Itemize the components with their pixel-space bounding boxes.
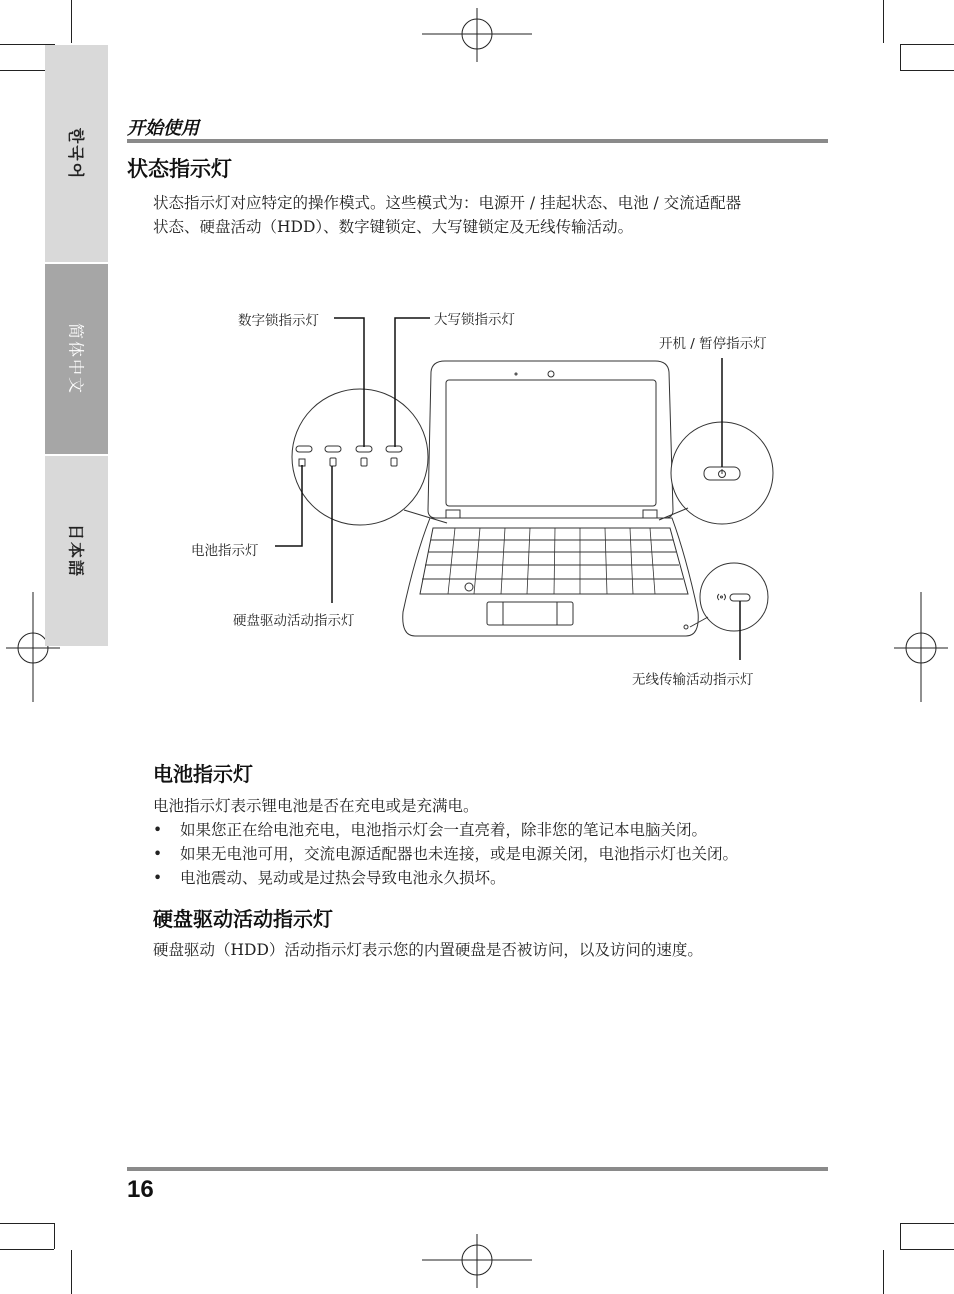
footer-rule: [127, 1167, 828, 1171]
page-number: 16: [127, 1176, 154, 1203]
tab-japanese-label: 日本語: [66, 523, 85, 579]
callout-hdd: 硬盘驱动活动指示灯: [233, 613, 355, 629]
status-intro-line1: 状态指示灯对应特定的操作模式。这些模式为：电源开 / 挂起状态、电池 / 交流适配器: [153, 194, 742, 212]
list-item: • 如果无电池可用，交流电源适配器也未连接，或是电源关闭，电池指示灯也关闭。: [153, 842, 738, 866]
status-heading: 状态指示灯: [127, 157, 232, 181]
hdd-text: 硬盘驱动（HDD）活动指示灯表示您的内置硬盘是否被访问，以及访问的速度。: [153, 941, 703, 959]
callout-wireless: 无线传输活动指示灯: [632, 672, 754, 688]
hdd-heading: 硬盘驱动活动指示灯: [153, 907, 333, 931]
battery-bullet-list: [153, 818, 738, 890]
callout-capslock: 大写锁指示灯: [434, 312, 515, 328]
tab-simplified-chinese-label: 简体中文: [66, 322, 85, 396]
registration-mark-bottom: [422, 1234, 532, 1288]
list-item: • 如果您正在给电池充电，电池指示灯会一直亮着，除非您的笔记本电脑关闭。: [153, 818, 738, 842]
status-intro-line2: 状态、硬盘活动（HDD）、数字键锁定、大写键锁定及无线传输活动。: [153, 218, 634, 236]
callout-power: 开机 / 暂停指示灯: [659, 336, 767, 352]
section-header: 开始使用: [127, 118, 199, 139]
tab-korean-label: 한국어: [66, 127, 85, 180]
battery-intro: 电池指示灯表示锂电池是否在充电或是充满电。: [153, 797, 479, 815]
list-item: • 电池震动、晃动或是过热会导致电池永久损坏。: [153, 866, 738, 890]
battery-heading: 电池指示灯: [153, 762, 253, 786]
callout-numlock: 数字锁指示灯: [238, 313, 319, 329]
callout-battery: 电池指示灯: [191, 543, 259, 559]
